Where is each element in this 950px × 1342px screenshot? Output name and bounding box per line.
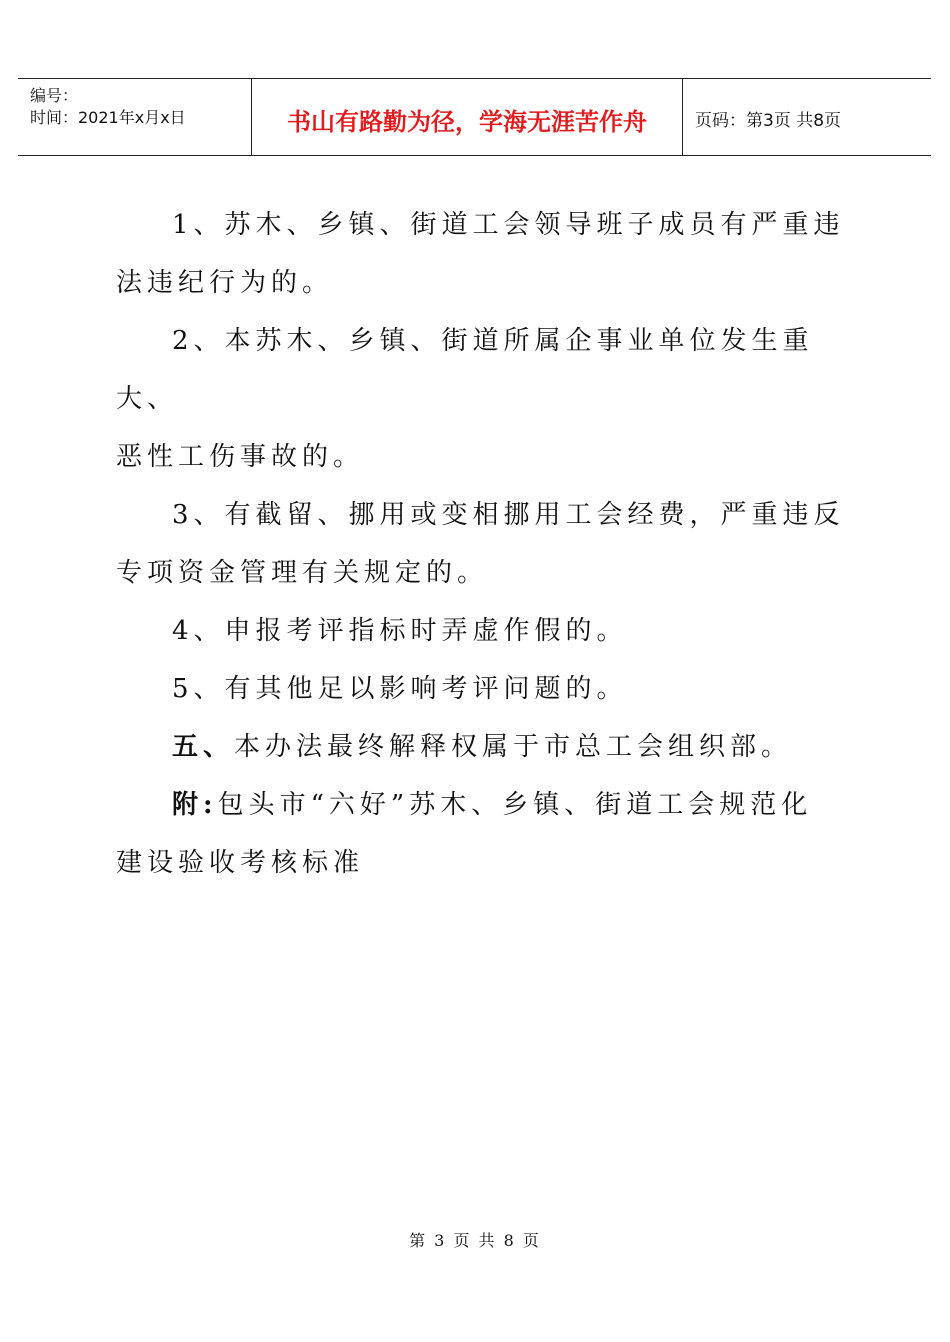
appendix-line-2: 建设验收考核标准 <box>116 848 365 878</box>
appendix-lead: 附: <box>172 790 218 820</box>
item-2-line-2: 恶性工伤事故的。 <box>116 442 365 472</box>
appendix-line-1 <box>116 776 846 834</box>
header-meta <box>18 79 252 155</box>
section-5 <box>116 718 846 776</box>
document-time-label: 时间：2021年x月x日 <box>30 108 186 127</box>
section-5-text: 本办法最终解释权属于市总工会组织部。 <box>234 732 793 762</box>
item-3-line-2: 专项资金管理有关规定的。 <box>116 558 489 588</box>
appendix-text: 包头市“六好”苏木、乡镇、街道工会规范化 <box>217 790 813 820</box>
item-4: 4、申报考评指标时弄虚作假的。 <box>172 616 628 646</box>
document-body <box>116 196 846 892</box>
item-3-line-1: 3、有截留、挪用或变相挪用工会经费，严重违反 <box>172 500 845 530</box>
item-1-line-2: 法违纪行为的。 <box>116 268 334 298</box>
item-2-line-1: 2、本苏木、乡镇、街道所属企事业单位发生重大、 <box>116 326 814 414</box>
document-number-label: 编号： <box>30 86 79 105</box>
item-1-line-1: 1、苏木、乡镇、街道工会领导班子成员有严重违 <box>172 210 845 240</box>
item-5: 5、有其他足以影响考评问题的。 <box>172 674 628 704</box>
header-motto: 书山有路勤为径，学海无涯苦作舟 <box>252 79 683 155</box>
page-header <box>18 78 931 156</box>
section-5-lead: 五、 <box>172 732 235 762</box>
page-footer: 第 3 页 共 8 页 <box>409 1231 541 1250</box>
header-page-label: 页码：第3页 共8页 <box>695 110 842 131</box>
